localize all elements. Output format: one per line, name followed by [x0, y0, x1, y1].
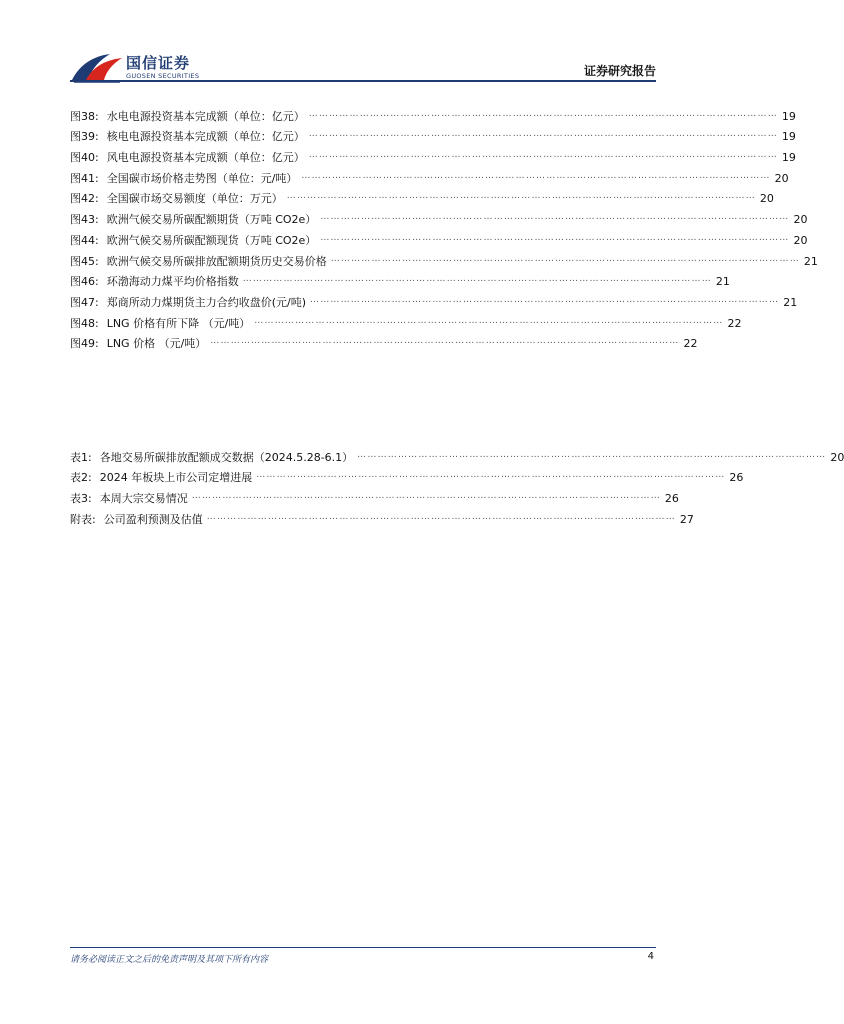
- entry-label: 附表:: [70, 512, 96, 526]
- leader-dots: …………………………………………………………………………………………………………………………: [256, 470, 726, 481]
- entry-page: 20: [793, 233, 808, 247]
- toc-entry[interactable]: [70, 443, 844, 464]
- entry-title: 欧洲气候交易所碳配额期货（万吨 CO2e）: [106, 213, 317, 227]
- leader-dots: …………………………………………………………………………………………………………………………: [301, 170, 771, 181]
- entry-title: 欧洲气候交易所碳排放配额期货历史交易价格: [106, 254, 327, 268]
- footer-divider: [70, 947, 656, 948]
- toc-entry[interactable]: [70, 309, 742, 330]
- entry-page: 26: [729, 471, 744, 485]
- leader-dots: …………………………………………………………………………………………………………………………: [330, 253, 800, 264]
- leader-dots: …………………………………………………………………………………………………………………………: [308, 129, 778, 140]
- entry-page: 21: [803, 254, 818, 268]
- toc-entry[interactable]: [70, 268, 730, 289]
- toc-entry[interactable]: [70, 205, 808, 227]
- entry-title: 各地交易所碳排放配额成交数据（2024.5.28-6.1）: [99, 450, 354, 464]
- entry-label: 表2:: [70, 471, 92, 485]
- entry-page: 22: [727, 316, 742, 330]
- entry-label: 图45:: [70, 254, 99, 268]
- page-header: [0, 0, 724, 90]
- entry-page: 20: [774, 171, 789, 185]
- report-type-title: 证券研究报告: [583, 64, 656, 78]
- figure-list: [70, 102, 818, 351]
- leader-dots: …………………………………………………………………………………………………………………………: [206, 511, 676, 522]
- toc-entry[interactable]: [70, 484, 679, 506]
- toc-entry[interactable]: [70, 102, 796, 123]
- toc-entry[interactable]: [70, 164, 789, 185]
- leader-dots: …………………………………………………………………………………………………………………………: [320, 232, 790, 243]
- entry-label: 图44:: [70, 233, 99, 247]
- entry-label: 图40:: [70, 151, 99, 165]
- entry-label: 图47:: [70, 295, 99, 309]
- toc-entry[interactable]: [70, 330, 698, 351]
- entry-title: 环渤海动力煤平均价格指数: [106, 275, 239, 289]
- entry-page: 21: [783, 295, 798, 309]
- entry-title: LNG 价格 （元/吨）: [106, 337, 207, 351]
- entry-page: 20: [830, 450, 844, 464]
- entry-label: 图38:: [70, 109, 99, 123]
- entry-title: 本周大宗交易情况: [99, 492, 188, 506]
- toc-entry[interactable]: [70, 464, 744, 485]
- footer-disclaimer: 请务必阅读正文之后的免责声明及其项下所有内容: [70, 955, 269, 965]
- entry-page: 19: [781, 130, 796, 144]
- logo-chinese-name: 国信证券: [126, 54, 191, 72]
- toc-entry[interactable]: [70, 247, 818, 268]
- entry-title: 欧洲气候交易所碳配额现货（万吨 CO2e）: [106, 233, 317, 247]
- entry-label: 图49:: [70, 337, 99, 351]
- table-list: [70, 443, 844, 526]
- entry-label: 图39:: [70, 130, 99, 144]
- leader-dots: …………………………………………………………………………………………………………………………: [357, 449, 827, 460]
- leader-dots: …………………………………………………………………………………………………………………………: [308, 150, 778, 161]
- entry-page: 19: [781, 109, 796, 123]
- entry-title: 全国碳市场价格走势图（单位：元/吨）: [106, 171, 298, 185]
- entry-page: 20: [759, 192, 774, 206]
- leader-dots: …………………………………………………………………………………………………………………………: [254, 315, 724, 326]
- entry-title: 核电电源投资基本完成额（单位：亿元）: [106, 130, 305, 144]
- entry-page: 26: [664, 492, 679, 506]
- page-number: 4: [647, 951, 654, 962]
- leader-dots: …………………………………………………………………………………………………………………………: [242, 274, 712, 285]
- leader-dots: …………………………………………………………………………………………………………………………: [310, 294, 780, 305]
- entry-title: 郑商所动力煤期货主力合约收盘价(元/吨): [106, 295, 306, 309]
- entry-label: 表3:: [70, 492, 92, 506]
- entry-label: 图48:: [70, 316, 99, 330]
- entry-title: 全国碳市场交易额度（单位：万元）: [106, 192, 283, 206]
- entry-page: 21: [715, 275, 730, 289]
- leader-dots: …………………………………………………………………………………………………………………………: [286, 191, 756, 202]
- header-divider: [70, 80, 656, 82]
- guosen-logo-mark-icon: [70, 50, 124, 84]
- leader-dots: …………………………………………………………………………………………………………………………: [191, 491, 661, 502]
- leader-dots: …………………………………………………………………………………………………………………………: [320, 212, 790, 223]
- toc-entry[interactable]: [70, 505, 694, 526]
- entry-title: 公司盈利预测及估值: [103, 512, 203, 526]
- entry-label: 图41:: [70, 171, 99, 185]
- entry-label: 图43:: [70, 213, 99, 227]
- entry-page: 22: [683, 337, 698, 351]
- entry-label: 图46:: [70, 275, 99, 289]
- entry-title: LNG 价格有所下降 （元/吨）: [106, 316, 251, 330]
- leader-dots: …………………………………………………………………………………………………………………………: [210, 336, 680, 347]
- entry-label: 表1:: [70, 450, 92, 464]
- logo-english-name: GUOSEN SECURITIES: [126, 72, 200, 80]
- entry-page: 27: [679, 512, 694, 526]
- entry-title: 风电电源投资基本完成额（单位：亿元）: [106, 151, 305, 165]
- toc-entry[interactable]: [70, 288, 798, 309]
- entry-page: 20: [793, 213, 808, 227]
- entry-label: 图42:: [70, 192, 99, 206]
- entry-title: 2024 年板块上市公司定增进展: [99, 471, 253, 485]
- entry-title: 水电电源投资基本完成额（单位：亿元）: [106, 109, 305, 123]
- leader-dots: …………………………………………………………………………………………………………………………: [308, 108, 778, 119]
- toc-entry[interactable]: [70, 123, 796, 144]
- toc-entry[interactable]: [70, 143, 796, 165]
- entry-page: 19: [781, 151, 796, 165]
- toc-entry[interactable]: [70, 185, 774, 206]
- toc-entry[interactable]: [70, 226, 808, 247]
